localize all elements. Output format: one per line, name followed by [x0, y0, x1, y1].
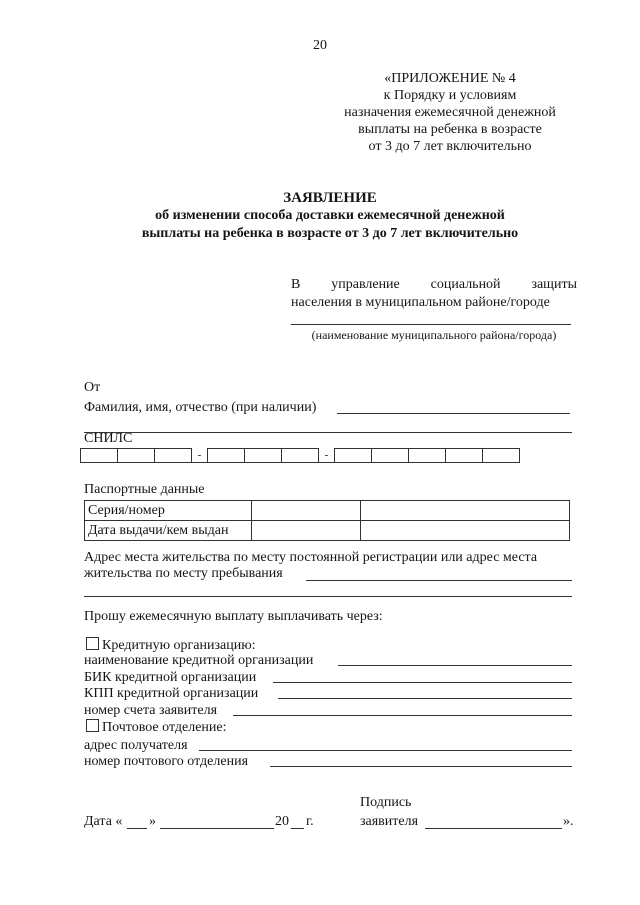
addressee-block: [291, 276, 577, 312]
signature-label-1: Подпись: [360, 795, 412, 810]
document-title: [40, 189, 620, 243]
recipient-address-label: адрес получателя: [84, 738, 188, 753]
residence-field[interactable]: [306, 580, 572, 581]
signature-label-2: заявителя: [360, 814, 419, 829]
account-label: номер счета заявителя: [84, 703, 218, 718]
kpp-label: КПП кредитной организации: [84, 686, 259, 701]
passport-cell[interactable]: [252, 521, 361, 541]
fio-field-continued[interactable]: [84, 432, 572, 433]
appendix-line: от 3 до 7 лет включительно: [368, 139, 532, 154]
passport-cell[interactable]: [361, 501, 570, 521]
fio-field[interactable]: [337, 413, 570, 414]
date-prefix: Дата «: [84, 814, 123, 829]
passport-table: [84, 500, 570, 541]
recipient-address-field[interactable]: [199, 750, 572, 751]
snils-digit-cell[interactable]: [81, 449, 118, 463]
date-month-field[interactable]: [160, 828, 274, 829]
addressee-word: В: [291, 277, 301, 292]
snils-digit-cell[interactable]: [483, 449, 520, 463]
snils-digit-cell[interactable]: [372, 449, 409, 463]
request-label: Прошу ежемесячную выплату выплачивать через:: [84, 609, 383, 624]
bank-name-label: наименование кредитной организации: [84, 653, 314, 668]
addressee-word: управление: [331, 277, 400, 292]
residence-line-1: Адрес места жительства по месту постоянной регистрации или адрес места: [84, 550, 538, 565]
snils-digit-cell[interactable]: [208, 449, 245, 463]
title-heading: ЗАЯВЛЕНИЕ: [283, 190, 377, 206]
title-line: выплаты на ребенка в возрасте от 3 до 7 лет включительно: [141, 226, 519, 241]
title-line: об изменении способа доставки ежемесячной денежной: [155, 208, 505, 223]
snils-digit-cell[interactable]: [245, 449, 282, 463]
signature-field[interactable]: [425, 828, 562, 829]
signature-end: ».: [563, 814, 574, 829]
snils-digit-cell[interactable]: [446, 449, 483, 463]
snils-label: СНИЛС: [84, 431, 133, 446]
district-name-hint: (наименование муниципального района/города): [311, 328, 557, 342]
appendix-line: к Порядку и условиям: [383, 88, 517, 103]
date-mid: »: [149, 814, 156, 829]
snils-digit-cell[interactable]: [335, 449, 372, 463]
passport-cell[interactable]: [252, 501, 361, 521]
snils-separator: -: [319, 449, 335, 463]
post-option: [86, 719, 227, 736]
account-field[interactable]: [233, 715, 572, 716]
date-year-field[interactable]: [291, 828, 304, 829]
appendix-header: [300, 70, 600, 155]
appendix-line: «ПРИЛОЖЕНИЕ № 4: [384, 71, 516, 86]
snils-digit-cell[interactable]: [282, 449, 319, 463]
page-number: 20: [313, 38, 327, 53]
snils-digit-cell[interactable]: [409, 449, 446, 463]
snils-digit-cell[interactable]: [155, 449, 192, 463]
credit-checkbox[interactable]: [86, 637, 99, 650]
snils-separator: -: [192, 449, 208, 463]
credit-option-label: Кредитную организацию:: [102, 638, 256, 653]
addressee-word: защиты: [531, 277, 577, 292]
post-office-field[interactable]: [270, 766, 572, 767]
passport-row-label: Дата выдачи/кем выдан: [85, 521, 252, 541]
snils-digit-cell[interactable]: [118, 449, 155, 463]
kpp-field[interactable]: [278, 698, 572, 699]
fio-label: Фамилия, имя, отчество (при наличии): [84, 400, 317, 415]
residence-line-2: жительства по месту пребывания: [84, 566, 283, 581]
snils-grid: [80, 448, 520, 463]
addressee-line-1: [291, 276, 577, 294]
from-label: От: [84, 380, 101, 395]
district-name-field[interactable]: [291, 324, 571, 325]
post-checkbox[interactable]: [86, 719, 99, 732]
post-office-label: номер почтового отделения: [84, 754, 249, 769]
year-prefix: 20: [275, 814, 289, 829]
addressee-line-2: населения в муниципальном районе/городе: [291, 295, 550, 310]
residence-field-continued[interactable]: [84, 596, 572, 597]
appendix-line: назначения ежемесячной денежной: [344, 105, 556, 120]
year-suffix: г.: [306, 814, 314, 829]
post-option-label: Почтовое отделение:: [102, 720, 227, 735]
credit-option: [86, 637, 256, 654]
passport-cell[interactable]: [361, 521, 570, 541]
bik-label: БИК кредитной организации: [84, 670, 257, 685]
passport-row-label: Серия/номер: [85, 501, 252, 521]
date-day-field[interactable]: [127, 828, 147, 829]
passport-label: Паспортные данные: [84, 482, 205, 497]
bik-field[interactable]: [273, 682, 572, 683]
bank-name-field[interactable]: [338, 665, 572, 666]
addressee-word: социальной: [430, 277, 501, 292]
appendix-line: выплаты на ребенка в возрасте: [358, 122, 542, 137]
